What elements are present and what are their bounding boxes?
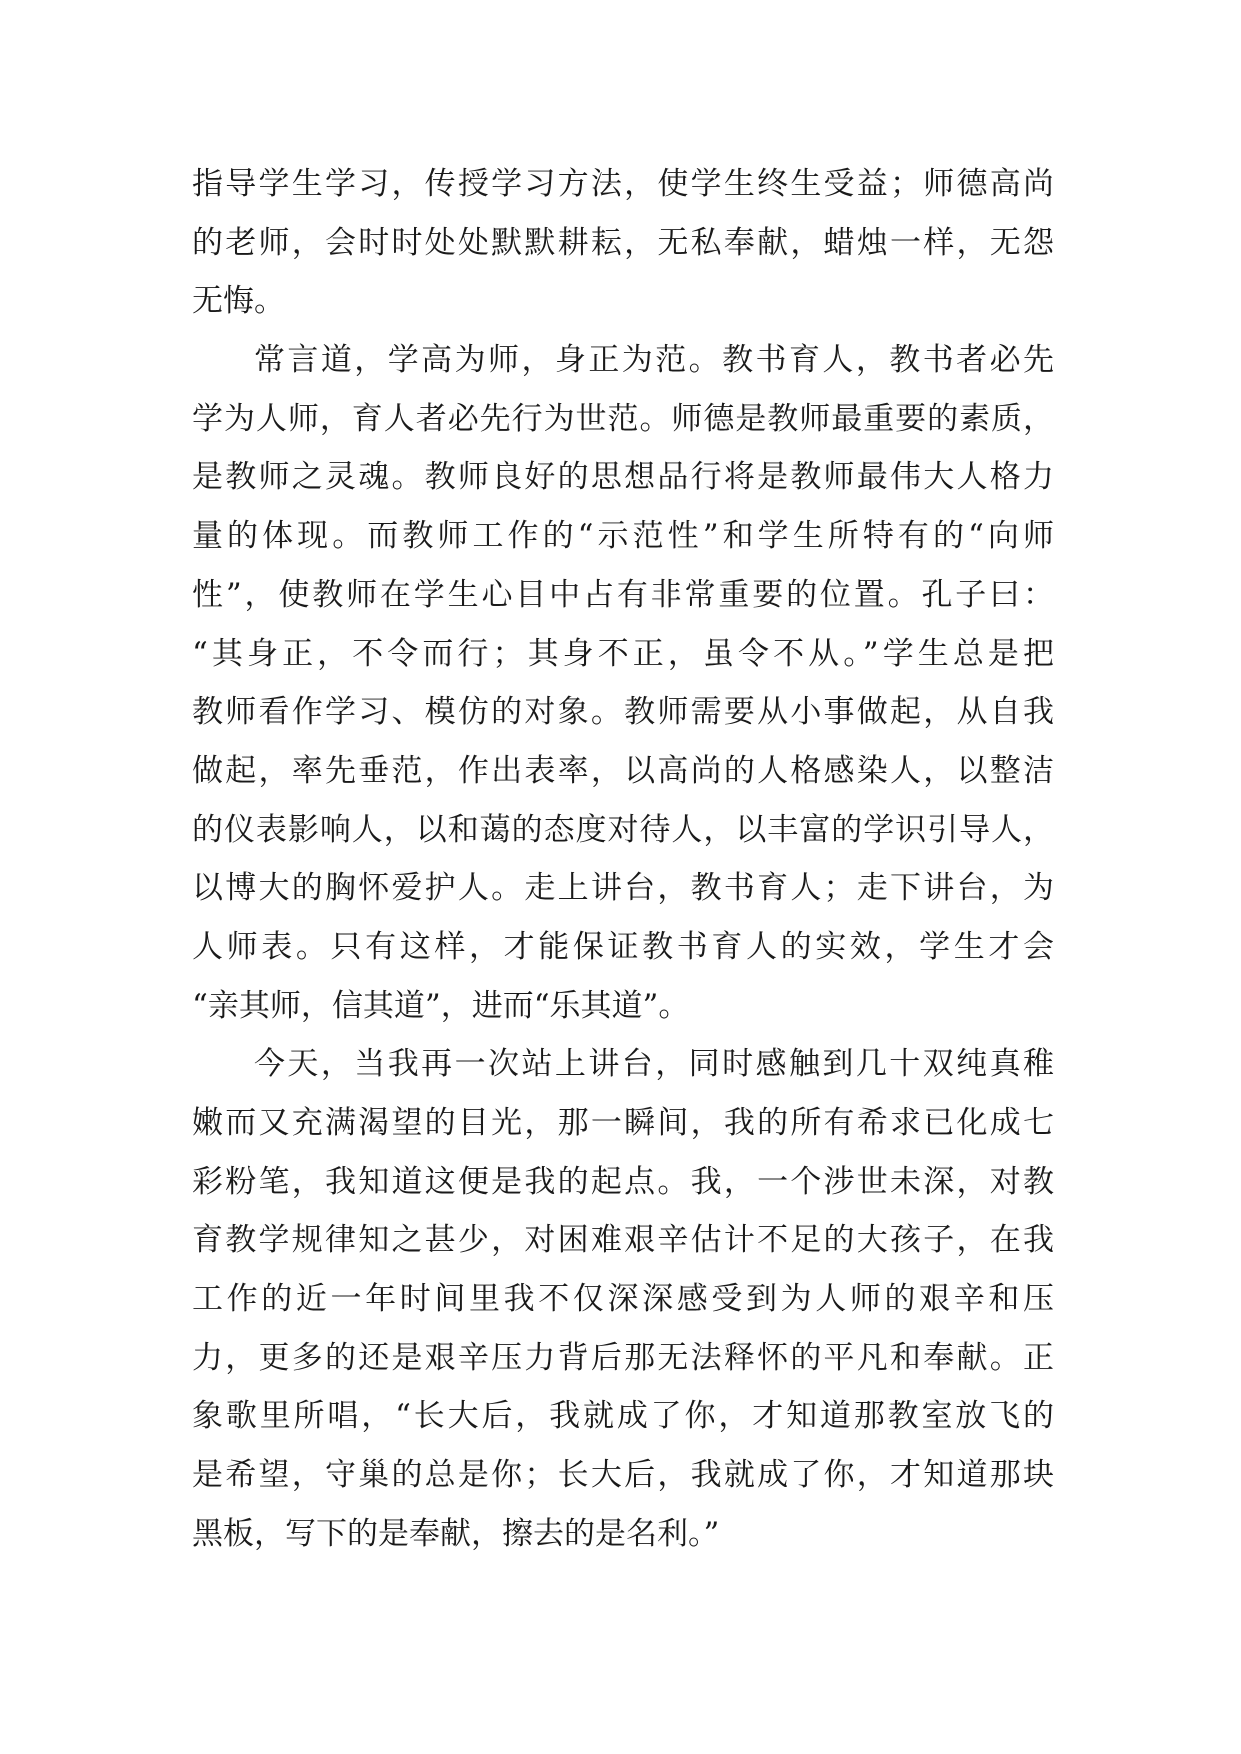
text-line: 是希望，守巢的总是你；长大后，我就成了你，才知道那块 xyxy=(192,1457,1054,1494)
text-line: 以博大的胸怀爱护人。走上讲台，教书育人；走下讲台，为 xyxy=(192,870,1054,907)
body-text xyxy=(192,155,1054,1564)
text-line: 常言道，学高为师，身正为范。教书育人，教书者必先 xyxy=(254,342,1054,379)
text-line: 教师看作学习、模仿的对象。教师需要从小事做起，从自我 xyxy=(192,694,1054,731)
text-line: “其身正，不令而行；其身不正，虽令不从。”学生总是把 xyxy=(192,635,1054,672)
text-line: 的仪表影响人，以和蔼的态度对待人，以丰富的学识引导人， xyxy=(192,811,1054,848)
text-line: 彩粉笔，我知道这便是我的起点。我，一个涉世未深，对教 xyxy=(192,1163,1054,1200)
text-line: 嫩而又充满渴望的目光，那一瞬间，我的所有希求已化成七 xyxy=(192,1105,1054,1141)
text-line: 育教学规律知之甚少，对困难艰辛估计不足的大孩子，在我 xyxy=(192,1222,1054,1259)
text-line: 做起，率先垂范，作出表率，以高尚的人格感染人，以整洁 xyxy=(192,752,1054,789)
text-line: 学为人师，育人者必先行为世范。师德是教师最重要的素质， xyxy=(192,400,1054,437)
text-line: 工作的近一年时间里我不仅深深感受到为人师的艰辛和压 xyxy=(192,1281,1054,1318)
text-line: 象歌里所唱，“长大后，我就成了你，才知道那教室放飞的 xyxy=(192,1398,1054,1435)
text-line: 力，更多的还是艰辛压力背后那无法释怀的平凡和奉献。正 xyxy=(192,1339,1054,1376)
text-line: 量的体现。而教师工作的“示范性”和学生所特有的“向师 xyxy=(192,518,1054,555)
text-line: 指导学生学习，传授学习方法，使学生终生受益；师德高尚 xyxy=(192,166,1054,202)
text-line: 是教师之灵魂。教师良好的思想品行将是教师最伟大人格力 xyxy=(192,459,1054,496)
text-line: 今天，当我再一次站上讲台，同时感触到几十双纯真稚 xyxy=(254,1046,1054,1083)
text-line: 黑板，写下的是奉献，擦去的是名利。” xyxy=(192,1515,720,1552)
text-line: “亲其师，信其道”，进而“乐其道”。 xyxy=(192,987,690,1024)
text-line: 无悔。 xyxy=(192,283,285,320)
text-line: 性”，使教师在学生心目中占有非常重要的位置。孔子曰： xyxy=(192,576,1054,613)
text-line: 的老师，会时时处处默默耕耘，无私奉献，蜡烛一样，无怨 xyxy=(192,224,1054,261)
text-line: 人师表。只有这样，才能保证教书育人的实效，学生才会 xyxy=(192,928,1054,965)
